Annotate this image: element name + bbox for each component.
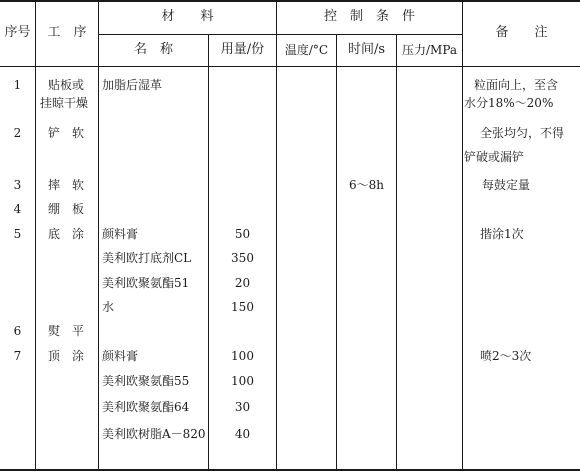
row-seq: 2 [13, 126, 22, 140]
header-name: 名 称 [133, 42, 173, 57]
material-name: 美利欧聚氨酯64 [102, 400, 190, 414]
row-seq: 7 [13, 349, 22, 363]
row-remarks-line: 每鼓定量 [482, 178, 531, 192]
header-seq: 序号 [4, 25, 31, 40]
material-amount: 100 [231, 349, 254, 363]
row-process-line: 熨 平 [48, 324, 85, 338]
row-process-line: 挂晾干燥 [40, 96, 89, 110]
row-process-line: 贴板或 [48, 78, 85, 92]
material-amount: 150 [231, 300, 254, 314]
header-materials: 材 料 [161, 9, 214, 24]
header-mid-rule [98, 34, 462, 35]
col-rule-pressure [462, 0, 463, 471]
header-temp: 温度/°C [284, 43, 329, 57]
header-pressure: 压力/MPa [401, 43, 458, 57]
row-process-line: 绷 板 [48, 202, 85, 216]
material-name: 颜料膏 [102, 227, 139, 241]
col-rule-time [396, 35, 397, 471]
material-name: 美利欧打底剂CL [102, 251, 192, 265]
row-process-line: 摔 软 [48, 178, 85, 192]
material-amount: 350 [231, 251, 254, 265]
row-remarks-line: 喷2～3次 [480, 349, 532, 363]
material-amount: 20 [234, 276, 251, 290]
header-controls: 控 制 条 件 [323, 9, 415, 24]
col-rule-temp [336, 35, 337, 471]
material-amount: 100 [231, 374, 254, 388]
row-seq: 4 [13, 202, 22, 216]
row-remarks-line: 水分18%～20% [464, 96, 554, 110]
col-rule-seq [35, 0, 36, 471]
row-process-line: 顶 涂 [48, 349, 85, 363]
material-name: 美利欧聚氨酯51 [102, 276, 190, 290]
row-remarks-line: 粒面向上，至含 [474, 78, 559, 92]
header-bottom-rule [0, 66, 580, 67]
row-process-line: 底 涂 [48, 227, 85, 241]
row-remarks-line: 铲破或漏铲 [464, 150, 525, 164]
row-seq: 1 [13, 78, 22, 92]
row-process-line: 铲 软 [48, 126, 85, 140]
row-seq: 6 [13, 324, 22, 338]
header-time: 时间/s [347, 42, 386, 57]
header-amount: 用量/份 [220, 42, 265, 57]
material-name: 美利欧树脂A－820 [102, 427, 206, 441]
col-rule-process [98, 0, 99, 471]
material-name: 颜料膏 [102, 349, 139, 363]
material-name: 加脂后湿革 [102, 78, 163, 92]
header-remarks: 备 注 [495, 25, 548, 40]
table-bottom-rule [0, 469, 580, 471]
material-name: 水 [102, 300, 115, 314]
material-name: 美利欧聚氨酯55 [102, 374, 190, 388]
row-time: 6～8h [349, 178, 384, 192]
row-seq: 3 [13, 178, 22, 192]
table-top-rule [0, 0, 580, 2]
row-remarks-line: 揩涂1次 [480, 227, 524, 241]
row-seq: 5 [13, 227, 22, 241]
header-process: 工 序 [47, 25, 87, 40]
row-remarks-line: 全张均匀，不得 [480, 126, 565, 140]
material-amount: 30 [234, 400, 251, 414]
material-amount: 40 [234, 427, 251, 441]
col-rule-amount [276, 0, 277, 471]
material-amount: 50 [234, 227, 251, 241]
